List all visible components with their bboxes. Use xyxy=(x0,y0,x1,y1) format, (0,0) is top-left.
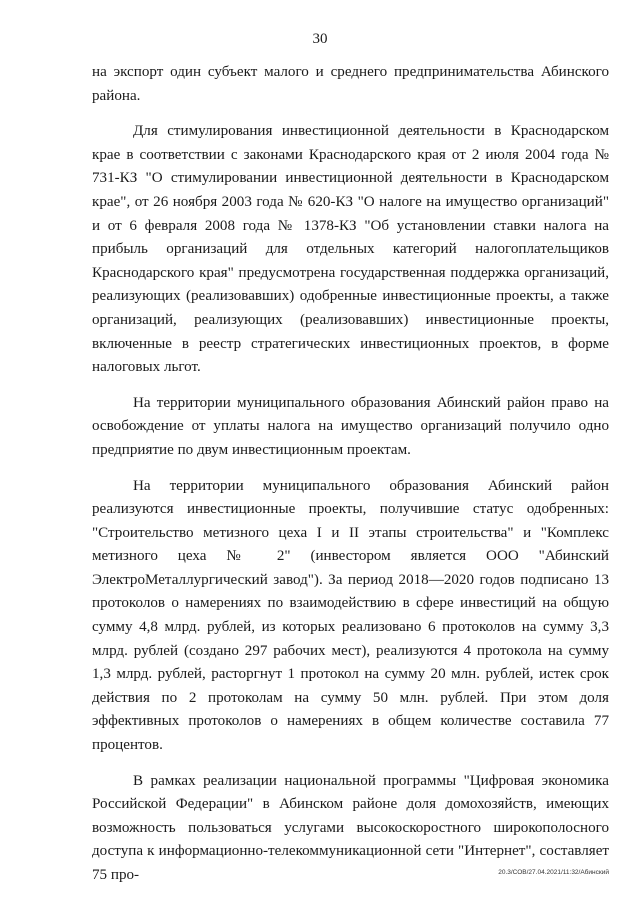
paragraph-digital-economy: В рамках реализации национальной программы "Цифровая экономика Российской Федерации" в Абинском районе доля домохозяйств, имеющих возможность пользоваться услугами высокоскоростного широкополосного доступа к информационно-телекоммуникационной сети "Интернет", составляет 75 про- xyxy=(92,772,609,883)
document-body xyxy=(92,61,609,900)
paragraph-investment-projects: На территории муниципального образования Абинский район реализуются инвестиционные проекты, получившие статус одобренных: "Строительство метизного цеха I и II этапы строительства" и "Комплекс метизного цеха № 2" (инвестором является ООО "Абинский ЭлектроМеталлургический завод"). За период 2018—2020 годов подписано 13 протоколов о намерениях по взаимодействию в сфере инвестиций на общую сумму 4,8 млрд. рублей, из которых реализовано 6 протоколов на сумму 3,3 млрд. рублей (создано 297 рабочих мест), реализуются 4 протокола на сумму 1,3 млрд. рублей, расторгнут 1 протокол на сумму 20 млн. рублей, истек срок действия по 2 протоколам на сумму 50 млн. рублей. При этом доля эффективных протоколов о намерениях в общем количестве составила 77 процентов. xyxy=(92,477,609,754)
page-number: 30 xyxy=(312,31,328,47)
paragraph-property-tax-exemption: На территории муниципального образования Абинский район право на освобождение от уплаты налога на имущество организаций получило одно предприятие по двум инвестиционным проектам. xyxy=(92,394,609,458)
paragraph-investment-stimulation: Для стимулирования инвестиционной деятельности в Краснодарском крае в соответствии с законами Краснодарского края от 2 июля 2004 года № 731-КЗ "О стимулировании инвестиционной деятельности в Краснодарском крае", от 26 ноября 2003 года № 620-КЗ "О налоге на имущество организаций" и от 6 февраля 2008 года № 1378-КЗ "Об установлении ставки налога на прибыль организаций для отдельных категорий налогоплательщиков Краснодарского края" предусмотрена государственная поддержка организаций, реализующих (реализовавших) одобренные инвестиционные проекты, а также организаций, реализующих (реализовавших) инвестиционные проекты, включенные в реестр стратегических инвестиционных проектов, в форме налоговых льгот. xyxy=(92,123,609,376)
paragraph-export-continuation: на экспорт один субъект малого и среднего предпринимательства Абинского района. xyxy=(92,64,609,104)
document-footer-stamp: 20.3/СОВ/27.04.2021/11:32/Абинский xyxy=(498,869,609,876)
